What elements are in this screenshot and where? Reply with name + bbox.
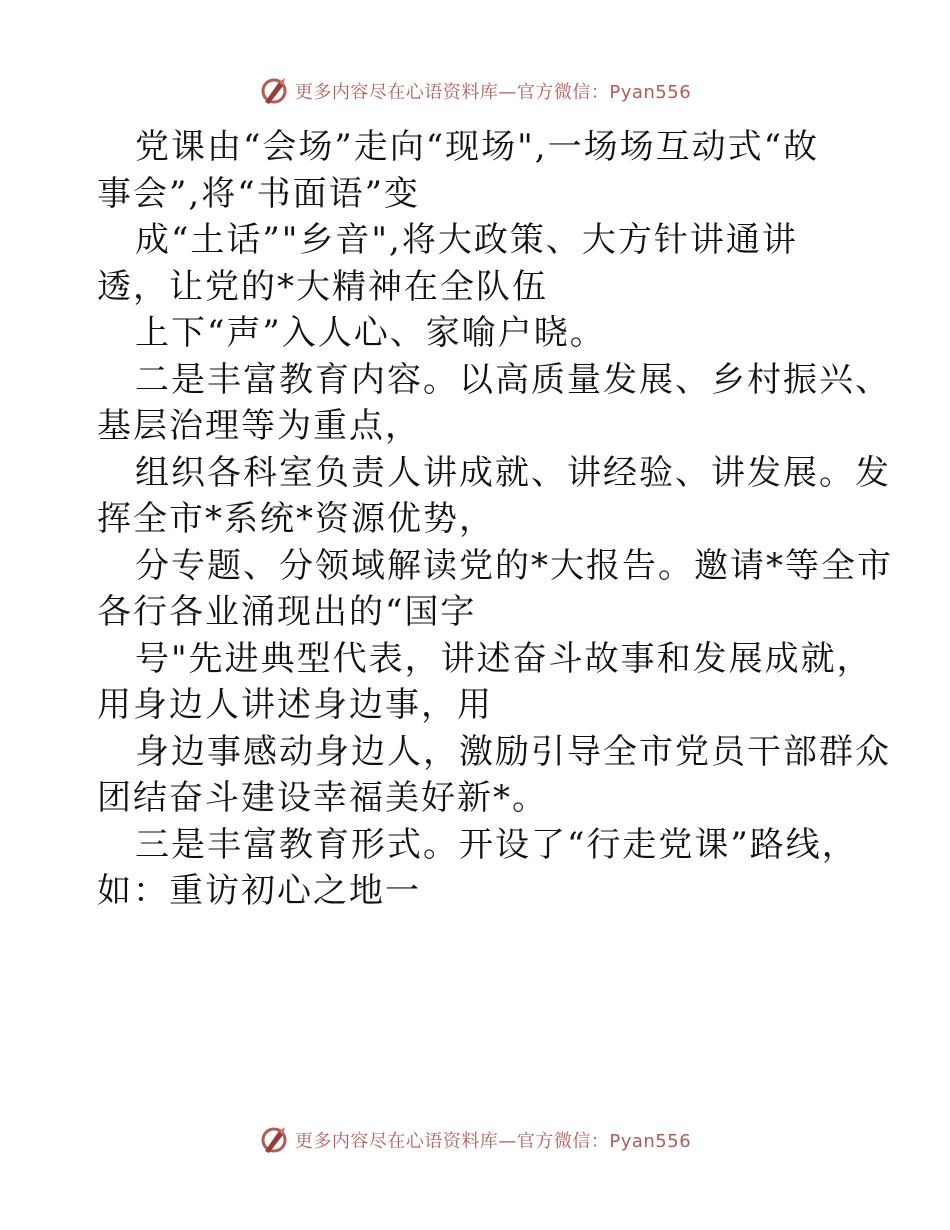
paragraph-line: 二是丰富教育内容。以高质量发展、乡村振兴、 <box>135 359 891 400</box>
paragraph-line: 分专题、分领域解读党的*大报告。邀请*等全市 <box>135 545 893 586</box>
paragraph-line: 透，让党的*大精神在全队伍 <box>97 266 548 307</box>
banner-text: 更多内容尽在心语资料库—官方微信：Pyan556 <box>294 82 692 103</box>
paragraph-line: 上下“声”入人心、家喻户晓。 <box>135 313 606 353</box>
quill-pen-icon <box>259 76 289 106</box>
paragraph-line: 挥全市*系统*资源优势， <box>97 499 495 539</box>
paragraph-line: 成“土话”"乡音",将大政策、大方针讲通讲 <box>135 220 798 260</box>
quill-pen-icon <box>259 1125 289 1155</box>
paragraph-line: 党课由“会场”走向“现场",一场场互动式“故 <box>135 127 819 167</box>
paragraph-line: 组织各科室负责人讲成就、讲经验、讲发展。发 <box>135 452 891 493</box>
paragraph-line: 各行各业涌现出的“国字 <box>97 592 477 632</box>
document-body <box>97 124 893 915</box>
paragraph-line: 身边事感动身边人，激励引导全市党员干部群众 <box>135 731 891 772</box>
paragraph-line: 基层治理等为重点， <box>97 406 421 446</box>
footer-banner <box>0 1120 950 1160</box>
paragraph-line: 如：重访初心之地一 <box>97 871 421 911</box>
banner-text: 更多内容尽在心语资料库—官方微信：Pyan556 <box>294 1131 692 1152</box>
paragraph-line: 三是丰富教育形式。开设了“行走党课”路线， <box>135 824 858 865</box>
paragraph-line: 用身边人讲述身边事，用 <box>97 685 493 725</box>
paragraph-line: 事会”,将“书面语”变 <box>97 173 420 214</box>
header-banner <box>0 71 950 111</box>
paragraph-line: 团结奋斗建设幸福美好新*。 <box>97 778 548 818</box>
paragraph-line: 号"先进典型代表，讲述奋斗故事和发展成就， <box>135 638 873 679</box>
